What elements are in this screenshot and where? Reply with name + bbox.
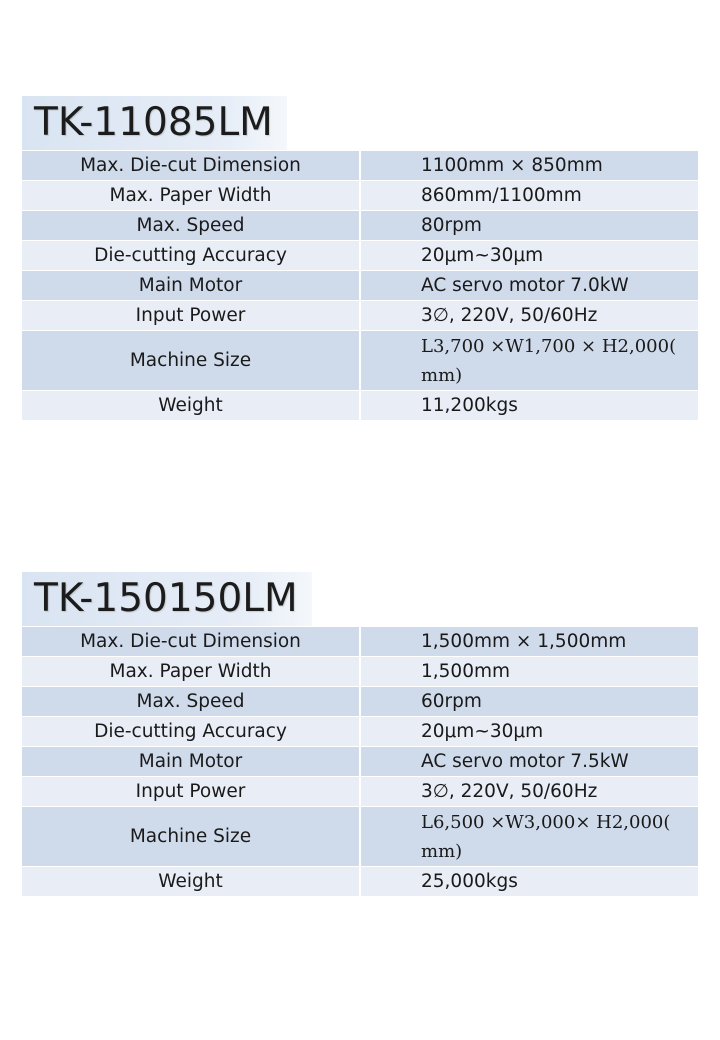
spec-value: 20μm~30μm (360, 717, 698, 747)
spec-label: Max. Die-cut Dimension (22, 151, 360, 181)
spec-label: Max. Die-cut Dimension (22, 627, 360, 657)
spec-label: Max. Speed (22, 687, 360, 717)
spec-row-machine-size (22, 331, 698, 391)
spec-row-machine-size (22, 807, 698, 867)
spec-value: 3∅, 220V, 50/60Hz (360, 777, 698, 807)
spec-row-weight (22, 867, 698, 897)
spec-value: 20μm~30μm (360, 241, 698, 271)
spec-value: 1100mm × 850mm (360, 151, 698, 181)
spec-row-input-power (22, 777, 698, 807)
spec-label: Input Power (22, 301, 360, 331)
spec-value: 3∅, 220V, 50/60Hz (360, 301, 698, 331)
spec-row-accuracy (22, 717, 698, 747)
spec-label: Max. Paper Width (22, 181, 360, 211)
spec-table (22, 150, 698, 421)
spec-row-die-cut-dimension (22, 151, 698, 181)
spec-value: 80rpm (360, 211, 698, 241)
spec-value: L3,700 ×W1,700 × H2,000( mm) (360, 331, 698, 391)
spec-label: Input Power (22, 777, 360, 807)
spec-value: 860mm/1100mm (360, 181, 698, 211)
spec-label: Max. Paper Width (22, 657, 360, 687)
spec-label: Max. Speed (22, 211, 360, 241)
spec-row-speed (22, 687, 698, 717)
spec-row-accuracy (22, 241, 698, 271)
spec-label: Weight (22, 391, 360, 421)
spec-value: AC servo motor 7.5kW (360, 747, 698, 777)
spec-table (22, 626, 698, 897)
spec-label: Main Motor (22, 747, 360, 777)
spec-block-tk-150150lm (22, 572, 698, 897)
spec-value: 60rpm (360, 687, 698, 717)
spec-value: AC servo motor 7.0kW (360, 271, 698, 301)
spec-row-speed (22, 211, 698, 241)
spec-block-tk-11085lm (22, 96, 698, 421)
spec-row-weight (22, 391, 698, 421)
spec-row-main-motor (22, 271, 698, 301)
spec-value: 11,200kgs (360, 391, 698, 421)
spec-row-input-power (22, 301, 698, 331)
spec-value: 25,000kgs (360, 867, 698, 897)
spec-label: Die-cutting Accuracy (22, 717, 360, 747)
spec-value: 1,500mm × 1,500mm (360, 627, 698, 657)
spec-label: Die-cutting Accuracy (22, 241, 360, 271)
spec-row-die-cut-dimension (22, 627, 698, 657)
spec-label: Machine Size (22, 807, 360, 867)
spec-row-main-motor (22, 747, 698, 777)
spec-value: L6,500 ×W3,000× H2,000( mm) (360, 807, 698, 867)
model-title: TK-150150LM (22, 572, 312, 626)
spec-value: 1,500mm (360, 657, 698, 687)
spec-row-paper-width (22, 657, 698, 687)
spec-label: Weight (22, 867, 360, 897)
spec-label: Machine Size (22, 331, 360, 391)
spec-row-paper-width (22, 181, 698, 211)
spec-label: Main Motor (22, 271, 360, 301)
model-title: TK-11085LM (22, 96, 287, 150)
